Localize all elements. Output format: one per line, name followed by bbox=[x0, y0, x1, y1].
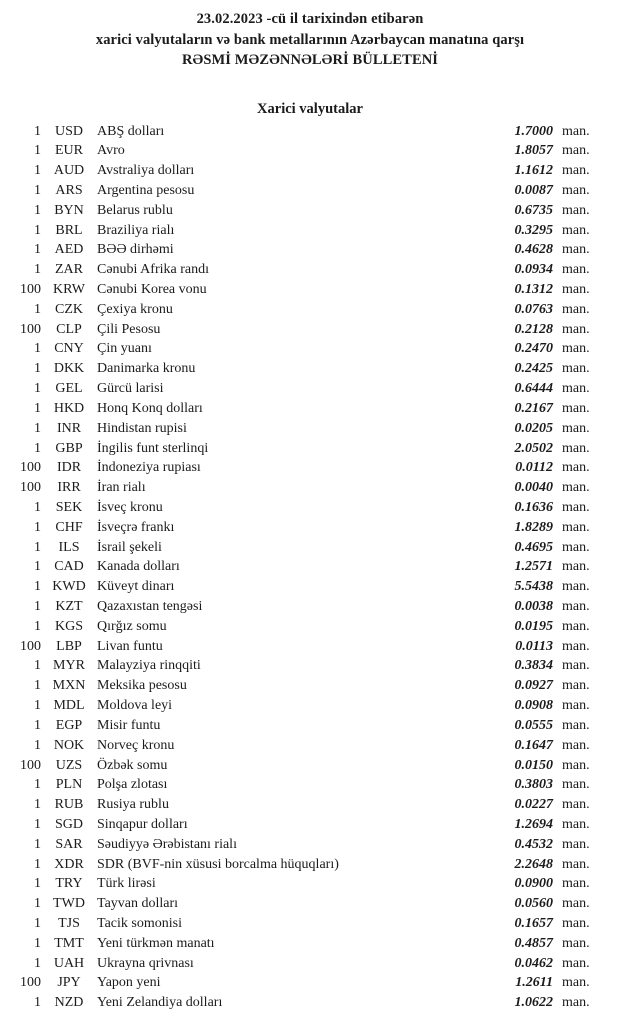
row-currency-code: XDR bbox=[54, 856, 84, 872]
row-unit-label: man. bbox=[562, 698, 590, 714]
row-rate-value: 0.3834 bbox=[514, 658, 553, 674]
row-currency-name: Tayvan dolları bbox=[97, 896, 179, 912]
row-currency-name: Polşa zlotası bbox=[97, 777, 168, 793]
row-currency-code: EUR bbox=[55, 143, 83, 159]
row-currency-code: LBP bbox=[56, 638, 82, 654]
row-unit-label: man. bbox=[562, 618, 590, 634]
row-currency-code: GBP bbox=[55, 440, 83, 456]
row-currency-code: CNY bbox=[54, 341, 84, 357]
document-title: RƏSMİ MƏZƏNNƏLƏRİ BÜLLETENİ bbox=[181, 52, 439, 68]
row-unit-label: man. bbox=[562, 678, 590, 694]
row-unit-label: man. bbox=[562, 777, 590, 793]
row-quantity: 100 bbox=[20, 480, 41, 496]
row-rate-value: 0.0205 bbox=[514, 420, 553, 436]
row-unit-label: man. bbox=[562, 499, 590, 515]
table-row bbox=[0, 161, 620, 181]
row-currency-name: Norveç kronu bbox=[97, 737, 175, 753]
table-row bbox=[0, 320, 620, 340]
row-unit-label: man. bbox=[562, 242, 590, 258]
row-unit-label: man. bbox=[562, 460, 590, 476]
table-row bbox=[0, 756, 620, 776]
row-currency-name: Moldova leyi bbox=[97, 698, 173, 714]
row-unit-label: man. bbox=[562, 579, 590, 595]
row-currency-code: HKD bbox=[53, 400, 85, 416]
row-unit-label: man. bbox=[562, 123, 590, 139]
row-currency-name: Cənubi Afrika randı bbox=[97, 262, 209, 278]
row-currency-name: Səudiyyə Ərəbistanı rialı bbox=[97, 836, 237, 852]
row-rate-value: 0.0900 bbox=[514, 876, 553, 892]
row-rate-value: 1.2571 bbox=[514, 559, 553, 575]
row-currency-code: AED bbox=[54, 242, 84, 258]
row-quantity: 1 bbox=[34, 955, 41, 971]
row-currency-code: ILS bbox=[58, 539, 80, 555]
row-currency-code: IDR bbox=[56, 460, 82, 476]
row-currency-name: Çexiya kronu bbox=[97, 301, 173, 317]
row-unit-label: man. bbox=[562, 658, 590, 674]
row-rate-value: 1.8289 bbox=[514, 519, 553, 535]
row-currency-code: IRR bbox=[57, 480, 81, 496]
table-row bbox=[0, 181, 620, 201]
row-currency-code: KWD bbox=[52, 579, 86, 595]
row-currency-name: Qırğız somu bbox=[97, 618, 167, 634]
row-currency-name: Gürcü larisi bbox=[97, 381, 164, 397]
table-row bbox=[0, 498, 620, 518]
row-unit-label: man. bbox=[562, 816, 590, 832]
row-rate-value: 0.1312 bbox=[514, 282, 553, 297]
row-unit-label: man. bbox=[562, 797, 590, 813]
row-rate-value: 0.0934 bbox=[514, 262, 553, 278]
row-currency-code: MXN bbox=[52, 678, 86, 694]
row-currency-name: İngilis funt sterlinqi bbox=[97, 440, 209, 456]
row-currency-name: Türk lirəsi bbox=[97, 876, 156, 892]
row-quantity: 1 bbox=[34, 202, 41, 218]
row-currency-code: DKK bbox=[53, 361, 85, 377]
row-quantity: 1 bbox=[34, 579, 41, 595]
row-currency-code: RUB bbox=[54, 797, 84, 813]
row-currency-code: CLP bbox=[56, 321, 82, 337]
row-quantity: 1 bbox=[34, 499, 41, 515]
row-currency-code: MYR bbox=[53, 658, 85, 674]
row-unit-label: man. bbox=[562, 341, 590, 357]
table-row bbox=[0, 716, 620, 736]
row-quantity: 1 bbox=[34, 519, 41, 535]
row-rate-value: 0.1636 bbox=[514, 499, 553, 515]
table-row bbox=[0, 696, 620, 716]
table-row bbox=[0, 359, 620, 379]
row-rate-value: 0.0227 bbox=[514, 797, 553, 813]
row-quantity: 1 bbox=[34, 420, 41, 436]
row-currency-name: İsveç kronu bbox=[97, 499, 163, 515]
row-quantity: 1 bbox=[34, 737, 41, 753]
row-unit-label: man. bbox=[562, 995, 590, 1011]
row-rate-value: 0.1657 bbox=[514, 916, 553, 931]
row-currency-code: TJS bbox=[58, 916, 80, 931]
row-quantity: 1 bbox=[34, 163, 41, 179]
row-currency-name: Danimarka kronu bbox=[97, 361, 196, 377]
table-row bbox=[0, 795, 620, 815]
row-quantity: 1 bbox=[34, 440, 41, 456]
row-quantity: 1 bbox=[34, 916, 41, 931]
row-quantity: 1 bbox=[34, 618, 41, 634]
row-rate-value: 0.0462 bbox=[514, 955, 553, 971]
row-currency-code: KZT bbox=[55, 599, 83, 614]
row-unit-label: man. bbox=[562, 321, 590, 337]
row-quantity: 1 bbox=[34, 599, 41, 614]
table-row bbox=[0, 597, 620, 617]
row-currency-name: Küveyt dinarı bbox=[97, 579, 175, 595]
row-unit-label: man. bbox=[562, 202, 590, 218]
row-currency-name: Misir funtu bbox=[97, 717, 161, 733]
row-unit-label: man. bbox=[562, 262, 590, 278]
row-currency-code: MDL bbox=[53, 698, 85, 714]
row-currency-name: Yapon yeni bbox=[97, 975, 161, 991]
row-quantity: 1 bbox=[34, 341, 41, 357]
table-row bbox=[0, 934, 620, 954]
row-unit-label: man. bbox=[562, 856, 590, 872]
row-unit-label: man. bbox=[562, 737, 590, 753]
row-quantity: 100 bbox=[20, 975, 41, 991]
table-row bbox=[0, 736, 620, 756]
row-currency-code: KRW bbox=[53, 282, 85, 297]
row-unit-label: man. bbox=[562, 480, 590, 496]
row-rate-value: 1.2611 bbox=[515, 975, 553, 991]
row-unit-label: man. bbox=[562, 400, 590, 416]
row-unit-label: man. bbox=[562, 876, 590, 892]
row-currency-code: AUD bbox=[53, 163, 85, 179]
row-currency-name: Rusiya rublu bbox=[97, 797, 169, 813]
row-currency-code: GEL bbox=[55, 381, 83, 397]
table-row bbox=[0, 617, 620, 637]
row-currency-name: SDR (BVF-nin xüsusi borcalma hüquqları) bbox=[97, 856, 339, 872]
table-row bbox=[0, 419, 620, 439]
row-currency-name: Malayziya rinqqiti bbox=[97, 658, 201, 674]
row-currency-name: Belarus rublu bbox=[97, 202, 173, 218]
row-quantity: 1 bbox=[34, 539, 41, 555]
row-currency-name: Çili Pesosu bbox=[97, 321, 161, 337]
row-rate-value: 0.0927 bbox=[514, 678, 553, 694]
row-quantity: 1 bbox=[34, 658, 41, 674]
table-row bbox=[0, 676, 620, 696]
row-quantity: 1 bbox=[34, 559, 41, 575]
row-currency-name: İndoneziya rupiası bbox=[97, 460, 201, 476]
row-unit-label: man. bbox=[562, 222, 590, 238]
table-row bbox=[0, 339, 620, 359]
row-rate-value: 0.4695 bbox=[514, 539, 553, 555]
row-rate-value: 0.4532 bbox=[514, 836, 553, 852]
row-currency-code: USD bbox=[54, 123, 83, 139]
table-row bbox=[0, 894, 620, 914]
row-quantity: 1 bbox=[34, 400, 41, 416]
row-currency-code: PLN bbox=[55, 777, 83, 793]
row-unit-label: man. bbox=[562, 143, 590, 159]
table-row bbox=[0, 122, 620, 142]
row-rate-value: 1.0622 bbox=[514, 995, 553, 1011]
row-rate-value: 0.0560 bbox=[514, 896, 553, 912]
table-row bbox=[0, 973, 620, 993]
row-unit-label: man. bbox=[562, 836, 590, 852]
row-rate-value: 0.0195 bbox=[514, 618, 553, 634]
table-row bbox=[0, 914, 620, 934]
row-unit-label: man. bbox=[562, 896, 590, 912]
row-rate-value: 1.7000 bbox=[514, 123, 553, 139]
row-rate-value: 1.1612 bbox=[514, 163, 553, 179]
row-quantity: 100 bbox=[20, 460, 41, 476]
document-subtitle: xarici valyutaların və bank metallarının Azərbaycan manatına qarşı bbox=[95, 31, 525, 48]
row-rate-value: 0.4628 bbox=[514, 242, 553, 258]
row-currency-code: JPY bbox=[57, 975, 81, 991]
row-currency-code: SGD bbox=[54, 816, 83, 832]
row-currency-code: NZD bbox=[54, 995, 84, 1011]
row-currency-code: EGP bbox=[55, 717, 83, 733]
table-row bbox=[0, 557, 620, 577]
row-unit-label: man. bbox=[562, 717, 590, 733]
row-currency-name: Braziliya rialı bbox=[97, 222, 175, 238]
row-rate-value: 2.0502 bbox=[514, 440, 553, 456]
row-currency-name: Özbək somu bbox=[97, 757, 168, 773]
row-currency-code: CAD bbox=[54, 559, 84, 575]
row-rate-value: 0.0112 bbox=[515, 460, 553, 476]
row-unit-label: man. bbox=[562, 182, 590, 198]
table-row bbox=[0, 240, 620, 260]
table-row bbox=[0, 478, 620, 498]
table-row bbox=[0, 399, 620, 419]
row-currency-name: İsrail şekeli bbox=[97, 539, 162, 555]
row-unit-label: man. bbox=[562, 381, 590, 397]
row-currency-code: SEK bbox=[55, 499, 83, 515]
row-quantity: 1 bbox=[34, 262, 41, 278]
row-unit-label: man. bbox=[562, 916, 590, 931]
row-currency-code: TWD bbox=[53, 896, 85, 912]
table-row bbox=[0, 993, 620, 1013]
row-currency-name: Yeni Zelandiya dolları bbox=[97, 995, 223, 1011]
table-row bbox=[0, 656, 620, 676]
row-rate-value: 0.0150 bbox=[514, 757, 553, 773]
row-quantity: 1 bbox=[34, 836, 41, 852]
table-row bbox=[0, 141, 620, 161]
table-row bbox=[0, 874, 620, 894]
row-currency-code: TMT bbox=[54, 935, 84, 951]
row-currency-code: UAH bbox=[53, 955, 85, 971]
row-quantity: 1 bbox=[34, 678, 41, 694]
row-unit-label: man. bbox=[562, 282, 590, 297]
row-currency-code: BYN bbox=[54, 202, 84, 218]
row-rate-value: 0.0113 bbox=[515, 638, 553, 654]
table-row bbox=[0, 775, 620, 795]
exchange-rates-table bbox=[0, 122, 620, 1014]
table-row bbox=[0, 439, 620, 459]
row-currency-name: Meksika pesosu bbox=[97, 678, 187, 694]
table-row bbox=[0, 577, 620, 597]
table-row bbox=[0, 637, 620, 657]
row-currency-code: ARS bbox=[55, 182, 83, 198]
row-quantity: 1 bbox=[34, 816, 41, 832]
section-title-foreign-currencies: Xarici valyutalar bbox=[257, 100, 363, 117]
row-rate-value: 0.2128 bbox=[514, 321, 553, 337]
row-currency-code: CZK bbox=[55, 301, 83, 317]
row-quantity: 100 bbox=[20, 321, 41, 337]
row-quantity: 100 bbox=[20, 757, 41, 773]
row-quantity: 1 bbox=[34, 856, 41, 872]
row-currency-code: CHF bbox=[55, 519, 83, 535]
row-quantity: 1 bbox=[34, 381, 41, 397]
row-currency-code: BRL bbox=[55, 222, 83, 238]
row-currency-code: UZS bbox=[55, 757, 83, 773]
row-quantity: 1 bbox=[34, 123, 41, 139]
row-currency-name: Livan funtu bbox=[97, 638, 163, 654]
row-rate-value: 0.2167 bbox=[514, 400, 553, 416]
row-currency-name: Çin yuanı bbox=[97, 341, 152, 357]
row-rate-value: 2.2648 bbox=[514, 856, 553, 872]
row-unit-label: man. bbox=[562, 361, 590, 377]
row-currency-code: ZAR bbox=[55, 262, 83, 278]
row-quantity: 1 bbox=[34, 896, 41, 912]
row-quantity: 1 bbox=[34, 698, 41, 714]
row-currency-name: Argentina pesosu bbox=[97, 182, 195, 198]
table-row bbox=[0, 538, 620, 558]
row-quantity: 1 bbox=[34, 222, 41, 238]
row-currency-code: INR bbox=[56, 420, 82, 436]
row-rate-value: 0.2470 bbox=[514, 341, 553, 357]
row-quantity: 1 bbox=[34, 301, 41, 317]
row-rate-value: 1.8057 bbox=[514, 143, 553, 159]
row-rate-value: 0.0763 bbox=[514, 301, 553, 317]
row-unit-label: man. bbox=[562, 559, 590, 575]
table-row bbox=[0, 855, 620, 875]
row-rate-value: 0.6444 bbox=[514, 381, 553, 397]
row-rate-value: 0.0040 bbox=[514, 480, 553, 496]
row-currency-name: Hindistan rupisi bbox=[97, 420, 187, 436]
row-rate-value: 0.0555 bbox=[514, 717, 553, 733]
row-unit-label: man. bbox=[562, 539, 590, 555]
row-rate-value: 0.6735 bbox=[514, 202, 553, 218]
row-currency-name: BƏƏ dirhəmi bbox=[97, 242, 174, 258]
row-currency-name: Sinqapur dolları bbox=[97, 816, 188, 832]
table-row bbox=[0, 518, 620, 538]
row-unit-label: man. bbox=[562, 638, 590, 654]
row-unit-label: man. bbox=[562, 955, 590, 971]
row-quantity: 1 bbox=[34, 876, 41, 892]
row-unit-label: man. bbox=[562, 935, 590, 951]
document-header bbox=[0, 9, 620, 71]
row-currency-code: TRY bbox=[55, 876, 83, 892]
row-rate-value: 0.3295 bbox=[514, 222, 553, 238]
table-row bbox=[0, 835, 620, 855]
row-currency-name: Avstraliya dolları bbox=[97, 163, 195, 179]
row-rate-value: 0.2425 bbox=[514, 361, 553, 377]
row-currency-name: Qazaxıstan tengəsi bbox=[97, 599, 203, 614]
row-rate-value: 0.4857 bbox=[514, 935, 553, 951]
row-currency-name: İsveçrə frankı bbox=[97, 519, 175, 535]
row-unit-label: man. bbox=[562, 301, 590, 317]
row-quantity: 1 bbox=[34, 995, 41, 1011]
table-row bbox=[0, 260, 620, 280]
table-row bbox=[0, 280, 620, 300]
row-currency-name: Tacik somonisi bbox=[97, 916, 182, 931]
row-currency-name: ABŞ dolları bbox=[97, 123, 165, 139]
row-rate-value: 0.3803 bbox=[514, 777, 553, 793]
row-currency-name: Yeni türkmən manatı bbox=[97, 935, 215, 951]
row-currency-code: SAR bbox=[55, 836, 83, 852]
row-unit-label: man. bbox=[562, 757, 590, 773]
row-unit-label: man. bbox=[562, 440, 590, 456]
row-quantity: 1 bbox=[34, 143, 41, 159]
table-row bbox=[0, 379, 620, 399]
row-unit-label: man. bbox=[562, 163, 590, 179]
row-currency-name: İran rialı bbox=[97, 480, 146, 496]
row-unit-label: man. bbox=[562, 599, 590, 614]
row-currency-name: Honq Konq dolları bbox=[97, 400, 203, 416]
row-quantity: 100 bbox=[20, 638, 41, 654]
row-quantity: 1 bbox=[34, 797, 41, 813]
table-row bbox=[0, 300, 620, 320]
row-quantity: 1 bbox=[34, 717, 41, 733]
table-row bbox=[0, 458, 620, 478]
row-quantity: 1 bbox=[34, 777, 41, 793]
row-unit-label: man. bbox=[562, 519, 590, 535]
row-currency-name: Ukrayna qrivnası bbox=[97, 955, 194, 971]
row-currency-name: Avro bbox=[97, 143, 125, 159]
effective-date-line: 23.02.2023 -cü il tarixindən etibarən bbox=[196, 11, 424, 27]
row-rate-value: 0.0038 bbox=[514, 599, 553, 614]
row-rate-value: 5.5438 bbox=[514, 579, 553, 595]
row-currency-name: Cənubi Korea vonu bbox=[97, 282, 207, 297]
table-row bbox=[0, 221, 620, 241]
table-row bbox=[0, 201, 620, 221]
row-currency-name: Kanada dolları bbox=[97, 559, 180, 575]
row-quantity: 1 bbox=[34, 935, 41, 951]
row-quantity: 1 bbox=[34, 182, 41, 198]
row-unit-label: man. bbox=[562, 420, 590, 436]
row-quantity: 1 bbox=[34, 242, 41, 258]
row-rate-value: 0.0087 bbox=[514, 182, 553, 198]
row-rate-value: 1.2694 bbox=[514, 816, 553, 832]
row-rate-value: 0.0908 bbox=[514, 698, 553, 714]
row-quantity: 100 bbox=[20, 282, 41, 297]
row-quantity: 1 bbox=[34, 361, 41, 377]
table-row bbox=[0, 954, 620, 974]
row-currency-code: KGS bbox=[54, 618, 83, 634]
row-currency-code: NOK bbox=[53, 737, 85, 753]
table-row bbox=[0, 815, 620, 835]
row-unit-label: man. bbox=[562, 975, 590, 991]
row-rate-value: 0.1647 bbox=[514, 737, 553, 753]
